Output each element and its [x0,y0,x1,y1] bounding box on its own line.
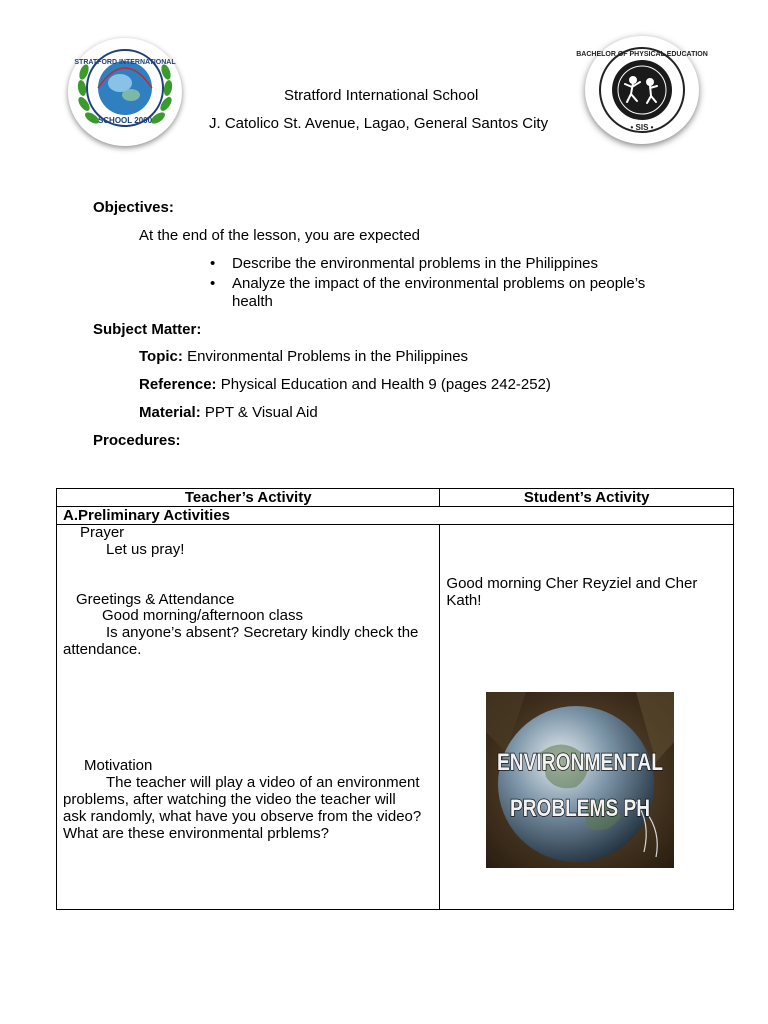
motivation-text-2: problems, after watching the video the teacher will [63,791,396,808]
attendance-text-1: Is anyone’s absent? Secretary kindly check the [106,624,419,641]
greetings-heading: Greetings & Attendance [76,591,235,608]
section-title: A.Preliminary Activities [57,507,734,525]
subject-matter-heading: Subject Matter: [93,321,202,338]
svg-text:BACHELOR OF PHYSICAL EDUCATION: BACHELOR OF PHYSICAL EDUCATION [576,51,708,58]
school-logo [68,38,182,146]
image-title-1: ENVIRONMENTAL [497,749,664,776]
objectives-intro: At the end of the lesson, you are expected [139,227,421,244]
greetings-text: Good morning/afternoon class [102,607,303,624]
topic-label: Topic: [139,348,183,365]
reference-label: Reference: [139,376,217,393]
school-name: Stratford International School [284,87,479,104]
table-header-row [57,489,734,507]
prayer-heading: Prayer [80,524,125,541]
school-address: J. Catolico St. Avenue, Lagao, General Santos City [209,115,549,132]
objective-item: • Analyze the impact of the environmental problems on people’s health [210,275,680,311]
environmental-problems-image [486,692,674,868]
student-response-1: Good morning Cher Reyziel and Cher [446,575,698,592]
reference-value: Physical Education and Health 9 (pages 242-252) [220,376,551,393]
svg-text:SCHOOL 2000: SCHOOL 2000 [97,116,153,125]
objectives-list [210,255,680,313]
material-label: Material: [139,404,201,421]
image-title-2: PROBLEMS PH [510,795,651,822]
topic-value: Environmental Problems in the Philippines [187,348,469,365]
student-activity-cell [440,525,734,910]
motivation-text-1: The teacher will play a video of an environment [106,774,420,791]
reference-line [139,376,551,393]
svg-text:• SIS •: • SIS • [630,123,654,132]
material-value: PPT & Visual Aid [204,404,318,421]
objectives-heading: Objectives: [93,199,174,216]
student-activity-header: Student’s Activity [440,489,734,507]
objective-item: • Describe the environmental problems in the Philippines [210,255,680,273]
svg-text:STRATFORD INTERNATIONAL: STRATFORD INTERNATIONAL [74,59,176,66]
teacher-activity-header: Teacher’s Activity [57,489,440,507]
material-line [139,404,318,421]
activity-table [56,488,734,910]
procedures-heading: Procedures: [93,432,181,449]
teacher-activity-cell [57,525,440,910]
motivation-text-3: ask randomly, what have you observe from the video? [63,808,422,825]
attendance-text-2: attendance. [63,641,142,658]
school-seal-icon [68,38,182,146]
motivation-heading: Motivation [84,757,153,774]
table-row [57,525,734,910]
topic-line [139,348,468,365]
prayer-text: Let us pray! [106,541,185,558]
physical-education-seal-icon [576,36,708,144]
section-row [57,507,734,525]
student-response-2: Kath! [446,592,482,609]
program-logo [576,36,708,144]
motivation-text-4: What are these environmental prblems? [63,825,329,842]
